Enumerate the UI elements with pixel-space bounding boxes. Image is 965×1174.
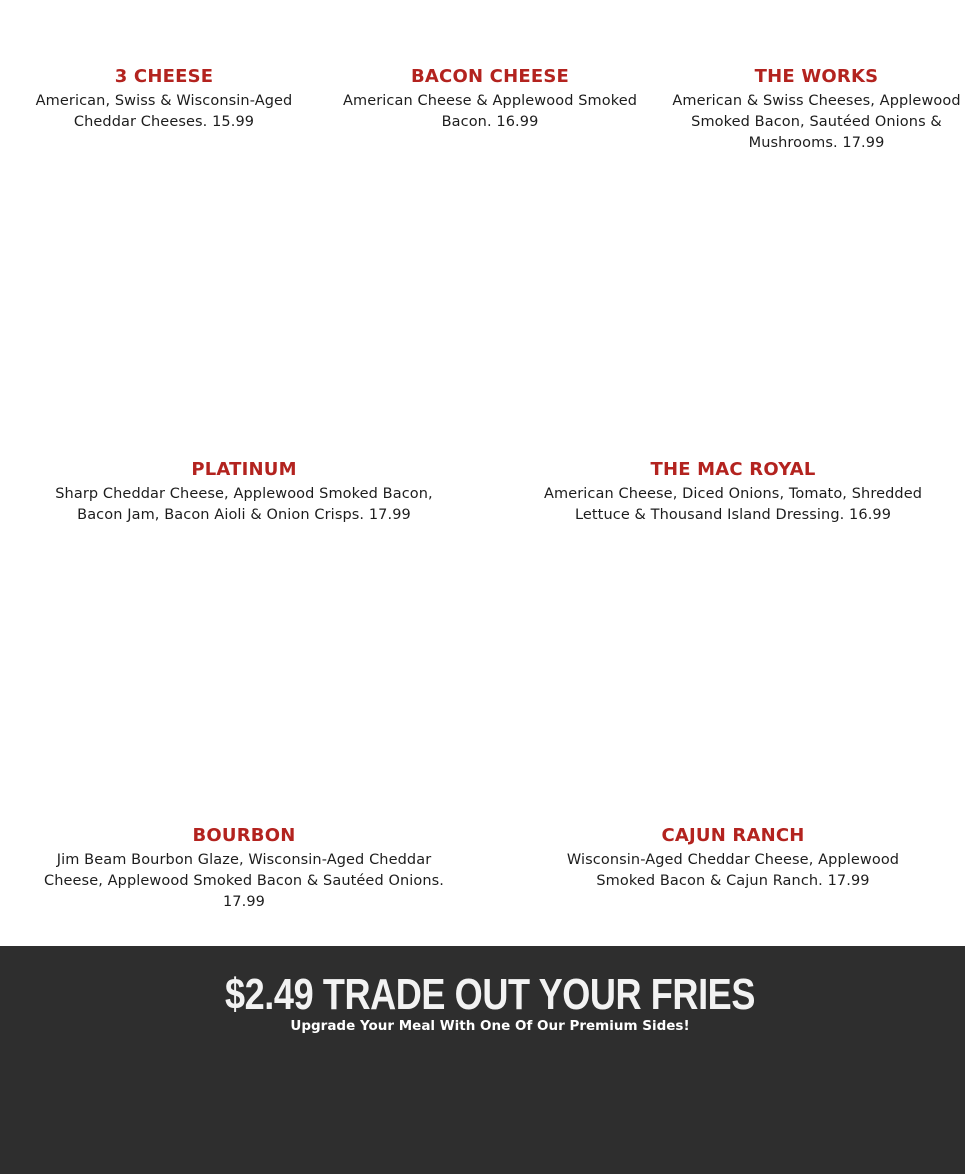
menu-item-bourbon: [34, 825, 454, 913]
menu-item-bacon-cheese: [330, 66, 650, 133]
menu-item-the-works: [668, 66, 965, 154]
banner-headline: $2.49 TRADE OUT YOUR FRIES: [224, 970, 756, 1019]
menu-item-platinum: [39, 459, 449, 526]
menu-item-title: CAJUN RANCH: [661, 825, 805, 846]
menu-item-title: BOURBON: [192, 825, 296, 846]
menu-item-title: THE WORKS: [754, 66, 879, 87]
menu-item-description: American Cheese, Diced Onions, Tomato, Shredded Lettuce & Thousand Island Dressing. 16.99: [543, 486, 923, 523]
menu-item-description: Sharp Cheddar Cheese, Applewood Smoked Bacon, Bacon Jam, Bacon Aioli & Onion Crisps. 17.99: [55, 486, 433, 523]
menu-item-title: 3 CHEESE: [114, 66, 214, 87]
menu-item-3-cheese: [14, 66, 314, 133]
menu-item-description: Wisconsin-Aged Cheddar Cheese, Applewood Smoked Bacon & Cajun Ranch. 17.99: [566, 852, 900, 889]
menu-item-cajun-ranch: [553, 825, 913, 892]
menu-item-description: American & Swiss Cheeses, Applewood Smoked Bacon, Sautéed Onions & Mushrooms. 17.99: [672, 93, 961, 151]
banner-subheadline: Upgrade Your Meal With One Of Our Premium Sides!: [290, 1018, 690, 1034]
menu-item-description: American Cheese & Applewood Smoked Bacon. 16.99: [342, 93, 638, 130]
menu-item-description: American, Swiss & Wisconsin-Aged Cheddar Cheeses. 15.99: [35, 93, 293, 130]
menu-item-title: PLATINUM: [191, 459, 297, 480]
premium-sides-banner: [0, 946, 965, 1174]
menu-item-title: BACON CHEESE: [410, 66, 570, 87]
menu-item-title: THE MAC ROYAL: [650, 459, 816, 480]
menu-item-description: Jim Beam Bourbon Glaze, Wisconsin-Aged Cheddar Cheese, Applewood Smoked Bacon & Sautéed Onions. 17.99: [43, 852, 445, 910]
menu-item-the-mac-royal: [531, 459, 935, 526]
